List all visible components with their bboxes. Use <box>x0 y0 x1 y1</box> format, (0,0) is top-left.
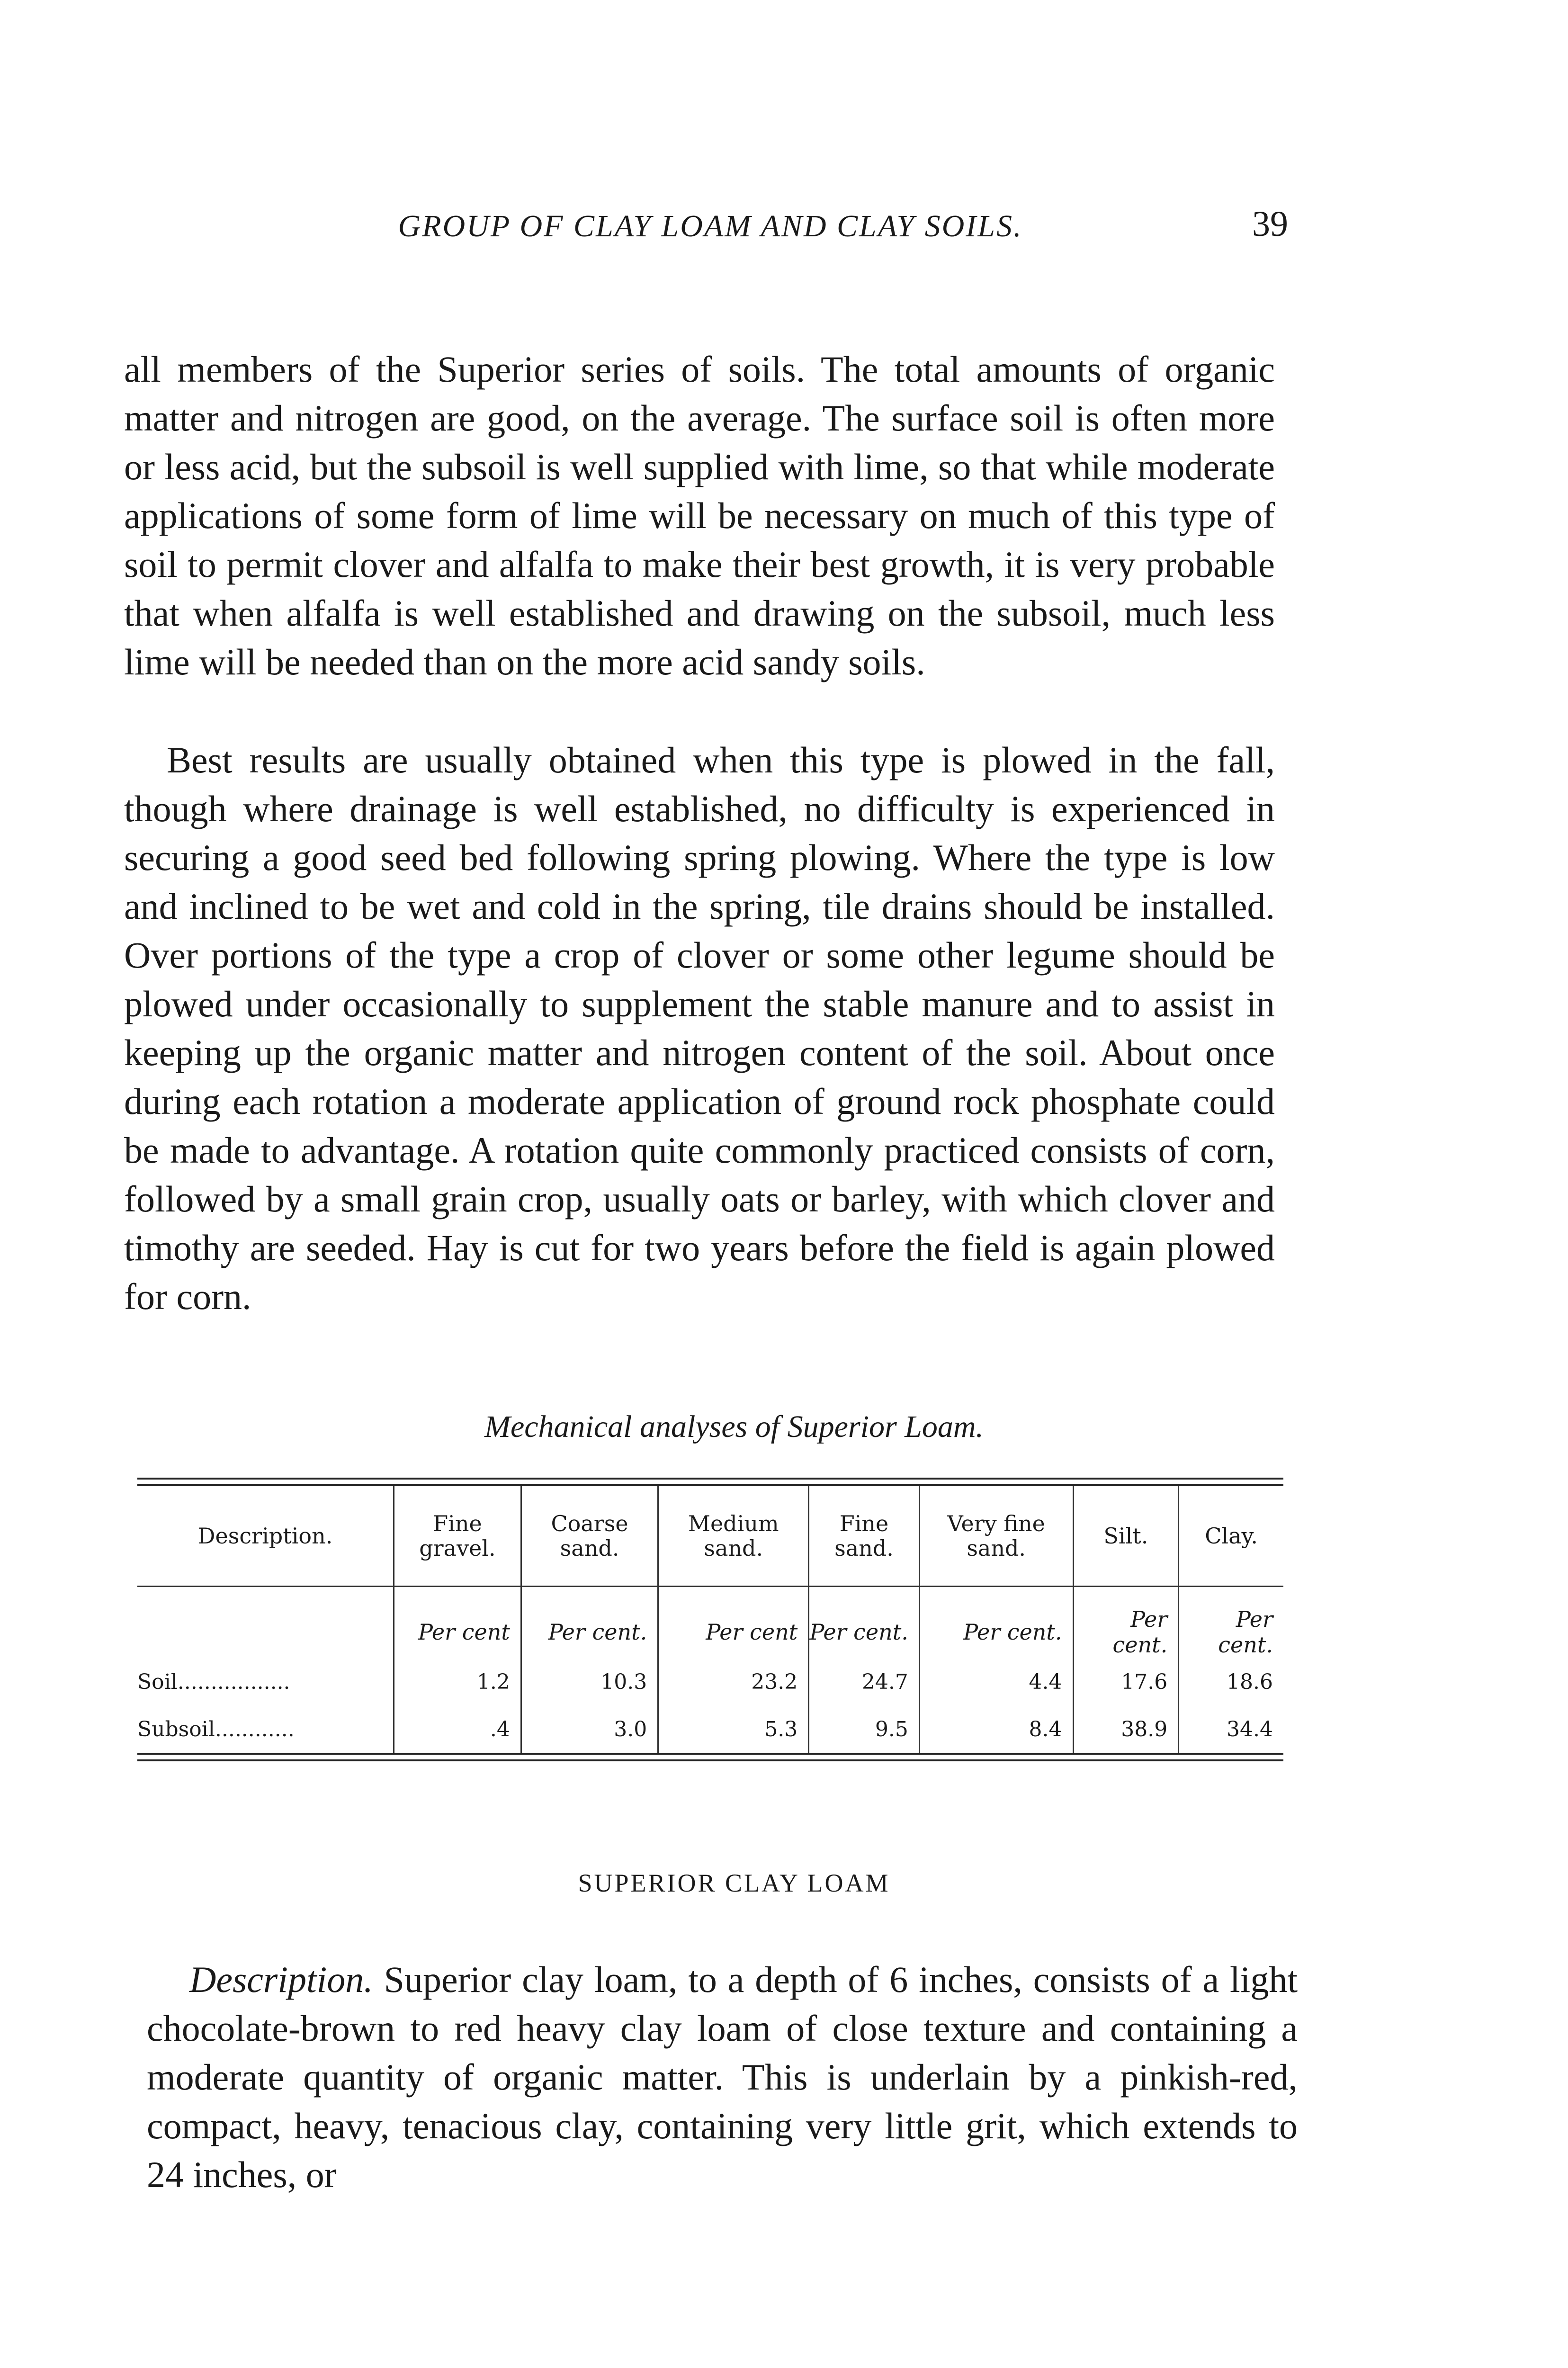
table-cell: 1.2 <box>394 1658 521 1705</box>
unit-cell: Per cent. <box>1179 1587 1283 1659</box>
table-cell: 10.3 <box>521 1658 658 1705</box>
running-head: GROUP OF CLAY LOAM AND CLAY SOILS. <box>398 209 1023 243</box>
table-header-row <box>137 1486 1283 1587</box>
unit-cell: Per cent <box>658 1587 809 1659</box>
unit-cell: Per cent. <box>521 1587 658 1659</box>
table-top-rule <box>137 1478 1283 1486</box>
column-header: Very fine sand. <box>919 1486 1073 1587</box>
row-label: Subsoil............ <box>137 1717 295 1741</box>
table-cell: .4 <box>394 1705 521 1753</box>
unit-cell: Per cent. <box>919 1587 1073 1659</box>
paragraph-lead: Description. <box>189 1959 373 2000</box>
table-cell: 8.4 <box>919 1705 1073 1753</box>
body-paragraph <box>147 1955 1298 2199</box>
data-table <box>137 1486 1283 1753</box>
body-paragraph: all members of the Superior series of soils. The total amounts of organic matter and nitrogen are good, on the average. The surface soil is often more or less acid, but the subsoil is well supplied with lime, so that while moderate applications of some form of lime will be necessary on much of this type of soil to permit clover and alfalfa to make their best growth, it is very probable that when alfalfa is well established and drawing on the subsoil, much less lime will be needed than on the more acid sandy soils. <box>124 349 1275 682</box>
table-cell: 38.9 <box>1073 1705 1179 1753</box>
table-cell: 3.0 <box>521 1705 658 1753</box>
table-row-subsoil <box>137 1705 1283 1753</box>
section-heading: SUPERIOR CLAY LOAM <box>578 1869 890 1897</box>
table-cell: 4.4 <box>919 1658 1073 1705</box>
column-header: Medium sand. <box>658 1486 809 1587</box>
table-cell: 24.7 <box>809 1658 920 1705</box>
table-cell: 9.5 <box>809 1705 920 1753</box>
column-header: Clay. <box>1179 1486 1283 1587</box>
column-header: Silt. <box>1073 1486 1179 1587</box>
table-caption: Mechanical analyses of Superior Loam. <box>484 1409 984 1444</box>
table-cell: 34.4 <box>1179 1705 1283 1753</box>
table-cell: 23.2 <box>658 1658 809 1705</box>
unit-cell: Per cent. <box>809 1587 920 1659</box>
empty-cell <box>137 1587 394 1659</box>
column-header: Coarse sand. <box>521 1486 658 1587</box>
table-cell: 17.6 <box>1073 1658 1179 1705</box>
table-row-soil <box>137 1658 1283 1705</box>
table-cell: 5.3 <box>658 1705 809 1753</box>
table-bottom-rule <box>137 1753 1283 1761</box>
column-header: Description. <box>137 1486 394 1587</box>
unit-cell: Per cent. <box>1073 1587 1179 1659</box>
row-label: Soil................. <box>137 1669 290 1694</box>
paragraph-text: Superior clay loam, to a depth of 6 inches, consists of a light chocolate-brown to red heavy clay loam of close texture and containing a moderate quantity of organic matter. This is underlain by a pinkish-red, compact, heavy, tenacious clay, containing very little grit, which extends to 24 inches, or <box>147 1959 1298 2195</box>
page-number: 39 <box>1252 204 1288 244</box>
column-header: Fine sand. <box>809 1486 920 1587</box>
column-header: Fine gravel. <box>394 1486 521 1587</box>
body-paragraph: Best results are usually obtained when this type is plowed in the fall, though where drainage is well established, no difficulty is experienced in securing a good seed bed following spring plowing. Where the type is low and inclined to be wet and cold in the spring, tile drains should be installed. Over portions of the type a crop of clover or some other legume should be plowed under occasionally to supplement the stable manure and to assist in keeping up the organic matter and nitrogen content of the soil. About once during each rotation a moderate application of ground rock phosphate could be made to advantage. A rotation quite commonly practiced consists of corn, followed by a small grain crop, usually oats or barley, with which clover and timothy are seeded. Hay is cut for two years before the field is again plowed for corn. <box>124 739 1275 1317</box>
units-row <box>137 1587 1283 1659</box>
mechanical-analyses-table <box>137 1478 1283 1761</box>
table-cell: 18.6 <box>1179 1658 1283 1705</box>
unit-cell: Per cent <box>394 1587 521 1659</box>
